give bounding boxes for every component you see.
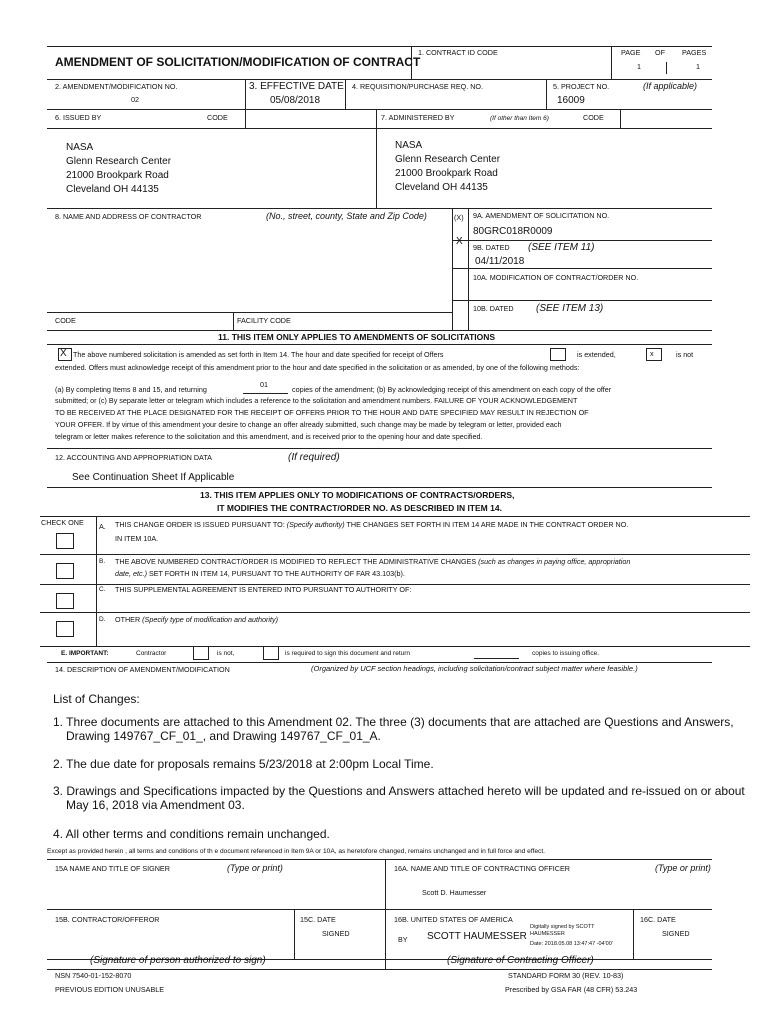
item11-line4: submitted; or (c) By separate letter or telegram which includes a reference to the solicitation and amendment numbers. FAILURE OF YOUR ACKNOWLEDGEMENT: [55, 396, 578, 405]
item11-line1: The above numbered solicitation is amended as set forth in Item 14. The hour and date specified for receipt of Offers: [73, 350, 444, 359]
code-label: CODE: [55, 316, 76, 325]
amendment-no-label: 2. AMENDMENT/MODIFICATION NO.: [55, 82, 178, 91]
list-title: List of Changes:: [53, 692, 140, 706]
united-states-label: 16B. UNITED STATES OF AMERICA: [394, 915, 513, 924]
item11-line7: telegram or letter makes reference to the solicitation and this amendment, and is received prior to the opening hour and date specified.: [55, 432, 483, 441]
item11-line6: YOUR OFFER. If by virtue of this amendment your desire to change an offer already submitted, such change may be made by telegram or letter, provided each: [55, 420, 562, 429]
standard-form: STANDARD FORM 30 (REV. 10-83): [508, 971, 624, 980]
item11-copies-prefix: (a) By completing Items 8 and 15, and returning: [55, 385, 207, 394]
dated-9b-note: (SEE ITEM 11): [528, 242, 595, 253]
option-b-text-line2: date, etc.) SET FORTH IN ITEM 14, PURSUANT TO THE AUTHORITY OF FAR 43.103(b).: [115, 569, 405, 578]
description-label: 14. DESCRIPTION OF AMENDMENT/MODIFICATION: [55, 665, 230, 674]
date-signed-15c-label: 15C. DATE: [300, 915, 336, 924]
project-label: 5. PROJECT NO.: [553, 82, 610, 91]
signer-name-note: (Type or print): [227, 863, 283, 873]
change-order-checkbox[interactable]: [56, 533, 74, 549]
date-signed-15c-signed: SIGNED: [322, 929, 350, 938]
change-item: 4. All other terms and conditions remain unchanged.: [53, 827, 330, 841]
change-item-continued: May 16, 2018 via Amendment 03.: [66, 798, 245, 812]
option-a-text-line2: IN ITEM 10A.: [115, 534, 159, 543]
accounting-label: 12. ACCOUNTING AND APPROPRIATION DATA: [55, 453, 212, 462]
important-label: E. IMPORTANT:: [61, 650, 109, 657]
option-d-text: OTHER (Specify type of modification and authority): [115, 615, 278, 624]
option-b-letter: B.: [99, 558, 106, 565]
item11-heading: 11. THIS ITEM ONLY APPLIES TO AMENDMENTS OF SOLICITATIONS: [218, 332, 496, 342]
dated-9b-label: 9B. DATED: [473, 243, 510, 252]
check-one-label: CHECK ONE: [41, 518, 84, 527]
item13-heading-line1: 13. THIS ITEM APPLIES ONLY TO MODIFICATIONS OF CONTRACTS/ORDERS,: [200, 490, 515, 500]
digital-signature-name: SCOTT HAUMESSER: [427, 931, 527, 942]
item11-copies-suffix: copies of the amendment; (b) By acknowledging receipt of this amendment on each copy of the offer: [292, 385, 612, 394]
item11-line5: TO BE RECEIVED AT THE PLACE DESIGNATED FOR THE RECEIPT OF OFFERS PRIOR TO THE HOUR AND DATE SPECIFIED MAY RESULT IN REJECTION OF: [55, 408, 589, 417]
administrative-changes-checkbox[interactable]: [56, 563, 74, 579]
option-c-text: THIS SUPPLEMENTAL AGREEMENT IS ENTERED INTO PURSUANT TO AUTHORITY OF:: [115, 585, 412, 594]
checkbox-x-mark: X: [60, 348, 67, 359]
address-line: 21000 Brookpark Road: [395, 168, 498, 179]
accounting-note: (If required): [288, 452, 340, 463]
option-a-text-line1: THIS CHANGE ORDER IS ISSUED PURSUANT TO: (Specify authority) THE CHANGES SET FORTH IN ITEM 14 ARE MADE IN THE CONTRACT ORDER NO.: [115, 520, 629, 529]
copies-value: 01: [260, 380, 268, 389]
address-line: Cleveland OH 44135: [395, 182, 488, 193]
dated-10b-note: (SEE ITEM 13): [536, 303, 604, 314]
is-not-label: is not,: [217, 650, 235, 657]
description-note: (Organized by UCF section headings, including solicitation/contract subject matter where feasible.): [311, 664, 638, 673]
item11-line2: extended. Offers must acknowledge receipt of this amendment prior to the hour and date specified in the solicitation or as amended, by one of the following methods:: [55, 363, 580, 372]
not-extended-label: is not: [676, 350, 694, 359]
prescribed-by: Prescribed by GSA FAR (48 CFR) 53.243: [505, 985, 638, 994]
dated-10b-label: 10B. DATED: [473, 304, 514, 313]
address-line: NASA: [395, 140, 423, 151]
date-signed-16c-label: 16C. DATE: [640, 915, 676, 924]
checkbox-x-mark: x: [650, 349, 654, 358]
extended-label: is extended,: [577, 350, 616, 359]
is-required-checkbox[interactable]: [263, 646, 279, 660]
administered-by-label: 7. ADMINISTERED BY: [381, 113, 455, 122]
supplemental-agreement-checkbox[interactable]: [56, 593, 74, 609]
project-applicable-note: (If applicable): [643, 81, 698, 91]
option-a-letter: A.: [99, 522, 106, 531]
facility-code-label: FACILITY CODE: [237, 316, 291, 325]
digital-signature-line2: HAUMESSER: [530, 931, 565, 937]
amendment-no-value: 02: [131, 95, 139, 104]
extended-checkbox[interactable]: [550, 348, 566, 361]
dated-9b-value: 04/11/2018: [475, 256, 525, 267]
address-line: Glenn Research Center: [395, 154, 501, 165]
option-d-letter: D.: [99, 616, 106, 623]
contractor-signature-caption: (Signature of person authorized to sign): [90, 955, 266, 966]
contractor-offeror-label: 15B. CONTRACTOR/OFFEROR: [55, 915, 160, 924]
digital-signature-line1: Digitally signed by SCOTT: [530, 924, 595, 930]
form-title: AMENDMENT OF SOLICITATION/MODIFICATION OF CONTRACT: [55, 55, 421, 69]
requisition-label: 4. REQUISITION/PURCHASE REQ. NO.: [352, 82, 483, 91]
contracting-officer-label: 16A. NAME AND TITLE OF CONTRACTING OFFICER: [394, 864, 570, 873]
effective-date-label: 3. EFFECTIVE DATE: [249, 81, 344, 92]
by-label: BY: [398, 935, 408, 944]
officer-signature-caption: (Signature of Contracting Officer): [447, 955, 594, 966]
digital-signature-date: Date: 2018.05.08 13:47:47 -04'00': [530, 941, 613, 947]
modification-contract-label: 10A. MODIFICATION OF CONTRACT/ORDER NO.: [473, 273, 639, 282]
change-item: 3. Drawings and Specifications impacted by the Questions and Answers attached hereto will be updated and re-issued on or about: [53, 784, 745, 798]
item13-heading-line2: IT MODIFIES THE CONTRACT/ORDER NO. AS DESCRIBED IN ITEM 14.: [217, 503, 502, 513]
amendment-solicitation-value: 80GRC018R0009: [473, 226, 553, 237]
option-b-text-line1: THE ABOVE NUMBERED CONTRACT/ORDER IS MODIFIED TO REFLECT THE ADMINISTRATIVE CHANGES (such as changes in paying office, appropriation: [115, 557, 631, 566]
change-item: 2. The due date for proposals remains 5/23/2018 at 2:00pm Local Time.: [53, 757, 434, 771]
contracting-officer-note: (Type or print): [655, 863, 711, 873]
is-required-label: is required to sign this document and return: [285, 650, 411, 657]
issued-by-label: 6. ISSUED BY: [55, 113, 102, 122]
change-item-continued: Drawing 149767_CF_01_, and Drawing 149767_CF_01_A.: [66, 729, 381, 743]
pages-label: PAGES: [682, 48, 707, 57]
issued-code-label: CODE: [207, 113, 228, 122]
pages-value: 1: [696, 62, 700, 71]
copies-issuing-label: copies to issuing office.: [532, 650, 600, 657]
x-mark-9b: X: [456, 236, 463, 247]
address-line: Cleveland OH 44135: [66, 184, 159, 195]
contractor-label-e: Contractor: [136, 650, 167, 657]
contractor-label: 8. NAME AND ADDRESS OF CONTRACTOR: [55, 212, 202, 221]
except-statement: Except as provided herein , all terms and conditions of th e document referenced in Item 9A or 10A, as heretofore changed, remains unchanged and in full force and effect.: [47, 848, 546, 855]
option-c-letter: C.: [99, 586, 106, 593]
administered-note: (If other than Item 6): [490, 115, 549, 122]
is-not-checkbox[interactable]: [193, 646, 209, 660]
contracting-officer-name: Scott D. Haumesser: [422, 888, 487, 897]
x-column-label: (X): [454, 213, 464, 222]
accounting-value: See Continuation Sheet If Applicable: [72, 472, 235, 483]
address-line: Glenn Research Center: [66, 156, 172, 167]
other-modification-checkbox[interactable]: [56, 621, 74, 637]
signer-name-label: 15A NAME AND TITLE OF SIGNER: [55, 864, 170, 873]
page-label: PAGE: [621, 48, 641, 57]
previous-edition: PREVIOUS EDITION UNUSABLE: [55, 985, 165, 994]
project-value: 16009: [557, 95, 585, 106]
change-item: 1. Three documents are attached to this Amendment 02. The three (3) documents that are attached are Questions and Answers,: [53, 715, 734, 729]
amendment-solicitation-label: 9A. AMENDMENT OF SOLICITATION NO.: [473, 211, 610, 220]
effective-date-value: 05/08/2018: [270, 95, 321, 106]
contractor-note: (No., street, county, State and Zip Code): [266, 211, 427, 221]
address-line: NASA: [66, 142, 94, 153]
contract-id-label: 1. CONTRACT ID CODE: [418, 48, 498, 57]
nsn-number: NSN 7540-01-152-8070: [55, 971, 132, 980]
administered-code-label: CODE: [583, 113, 604, 122]
not-extended-checkbox[interactable]: [646, 348, 662, 361]
page-value: 1: [637, 62, 641, 71]
of-label: OF: [655, 48, 665, 57]
date-signed-16c-signed: SIGNED: [662, 929, 690, 938]
address-line: 21000 Brookpark Road: [66, 170, 169, 181]
